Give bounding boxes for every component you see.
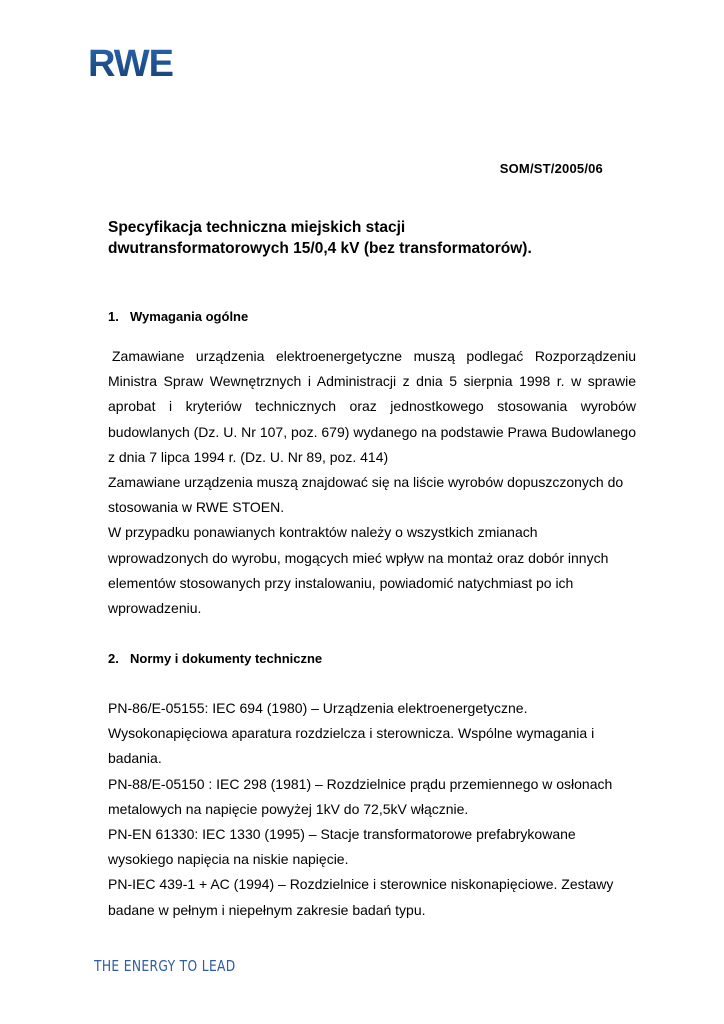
document-title: [108, 217, 628, 259]
section-heading-general-requirements: [108, 309, 248, 324]
section-body-standards: [108, 696, 636, 923]
paragraph: W przypadku ponawianych kontraktów należy o wszystkich zmianach wprowadzonych do wyrobu, mogących mieć wpływ na montaż oraz dobór innych elementów stosowanych przy instalowaniu, powiadomić natychmiast po ich wprowadzeniu.: [108, 524, 609, 617]
section-number: 2.: [108, 651, 119, 666]
section-number: 1.: [108, 309, 119, 324]
title-line-2: dwutransformatorowych 15/0,4 kV (bez transformatorów).: [108, 240, 532, 257]
document-code: SOM/ST/2005/06: [499, 161, 603, 176]
footer-slogan: THE ENERGY TO LEAD: [94, 957, 236, 975]
title-line-1: Specyfikacja techniczna miejskich stacji: [108, 219, 406, 236]
section-heading-standards: [108, 651, 322, 666]
paragraph: PN-88/E-05150 : IEC 298 (1981) – Rozdzielnice prądu przemiennego w osłonach metalowych na napięcie powyżej 1kV do 72,5kV włącznie.: [108, 775, 613, 817]
paragraph: Zamawiane urządzenia elektroenergetyczne muszą podlegać Rozporządzeniu Ministra Spraw Wewnętrznych i Administracji z dnia 5 sierpnia 1998 r. w sprawie aprobat i kryteriów technicznych oraz jednostkowego stosowania wyrobów budowlanych (Dz. U. Nr 107, poz. 679) wydanego na podstawie Prawa Budowlanego z dnia 7 lipca 1994 r. (Dz. U. Nr 89, poz. 414): [108, 348, 636, 465]
paragraph: Zamawiane urządzenia muszą znajdować się na liście wyrobów dopuszczonych do stosowania w RWE STOEN.: [108, 474, 624, 516]
logo-text: RWE: [88, 43, 173, 85]
section-title: Normy i dokumenty techniczne: [130, 651, 323, 666]
rwe-logo: [88, 40, 188, 88]
paragraph: PN-EN 61330: IEC 1330 (1995) – Stacje transformatorowe prefabrykowane wysokiego napięcia na niskie napięcie.: [108, 826, 576, 868]
section-title: Wymagania ogólne: [130, 309, 249, 324]
paragraph: PN-IEC 439-1 + AC (1994) – Rozdzielnice i sterownice niskonapięciowe. Zestawy badane w pełnym i niepełnym zakresie badań typu.: [108, 876, 614, 918]
section-body-general-requirements: [108, 344, 636, 621]
paragraph: PN-86/E-05155: IEC 694 (1980) – Urządzenia elektroenergetyczne. Wysokonapięciowa aparatura rozdzielcza i sterownicza. Wspólne wymagania i badania.: [108, 700, 595, 767]
